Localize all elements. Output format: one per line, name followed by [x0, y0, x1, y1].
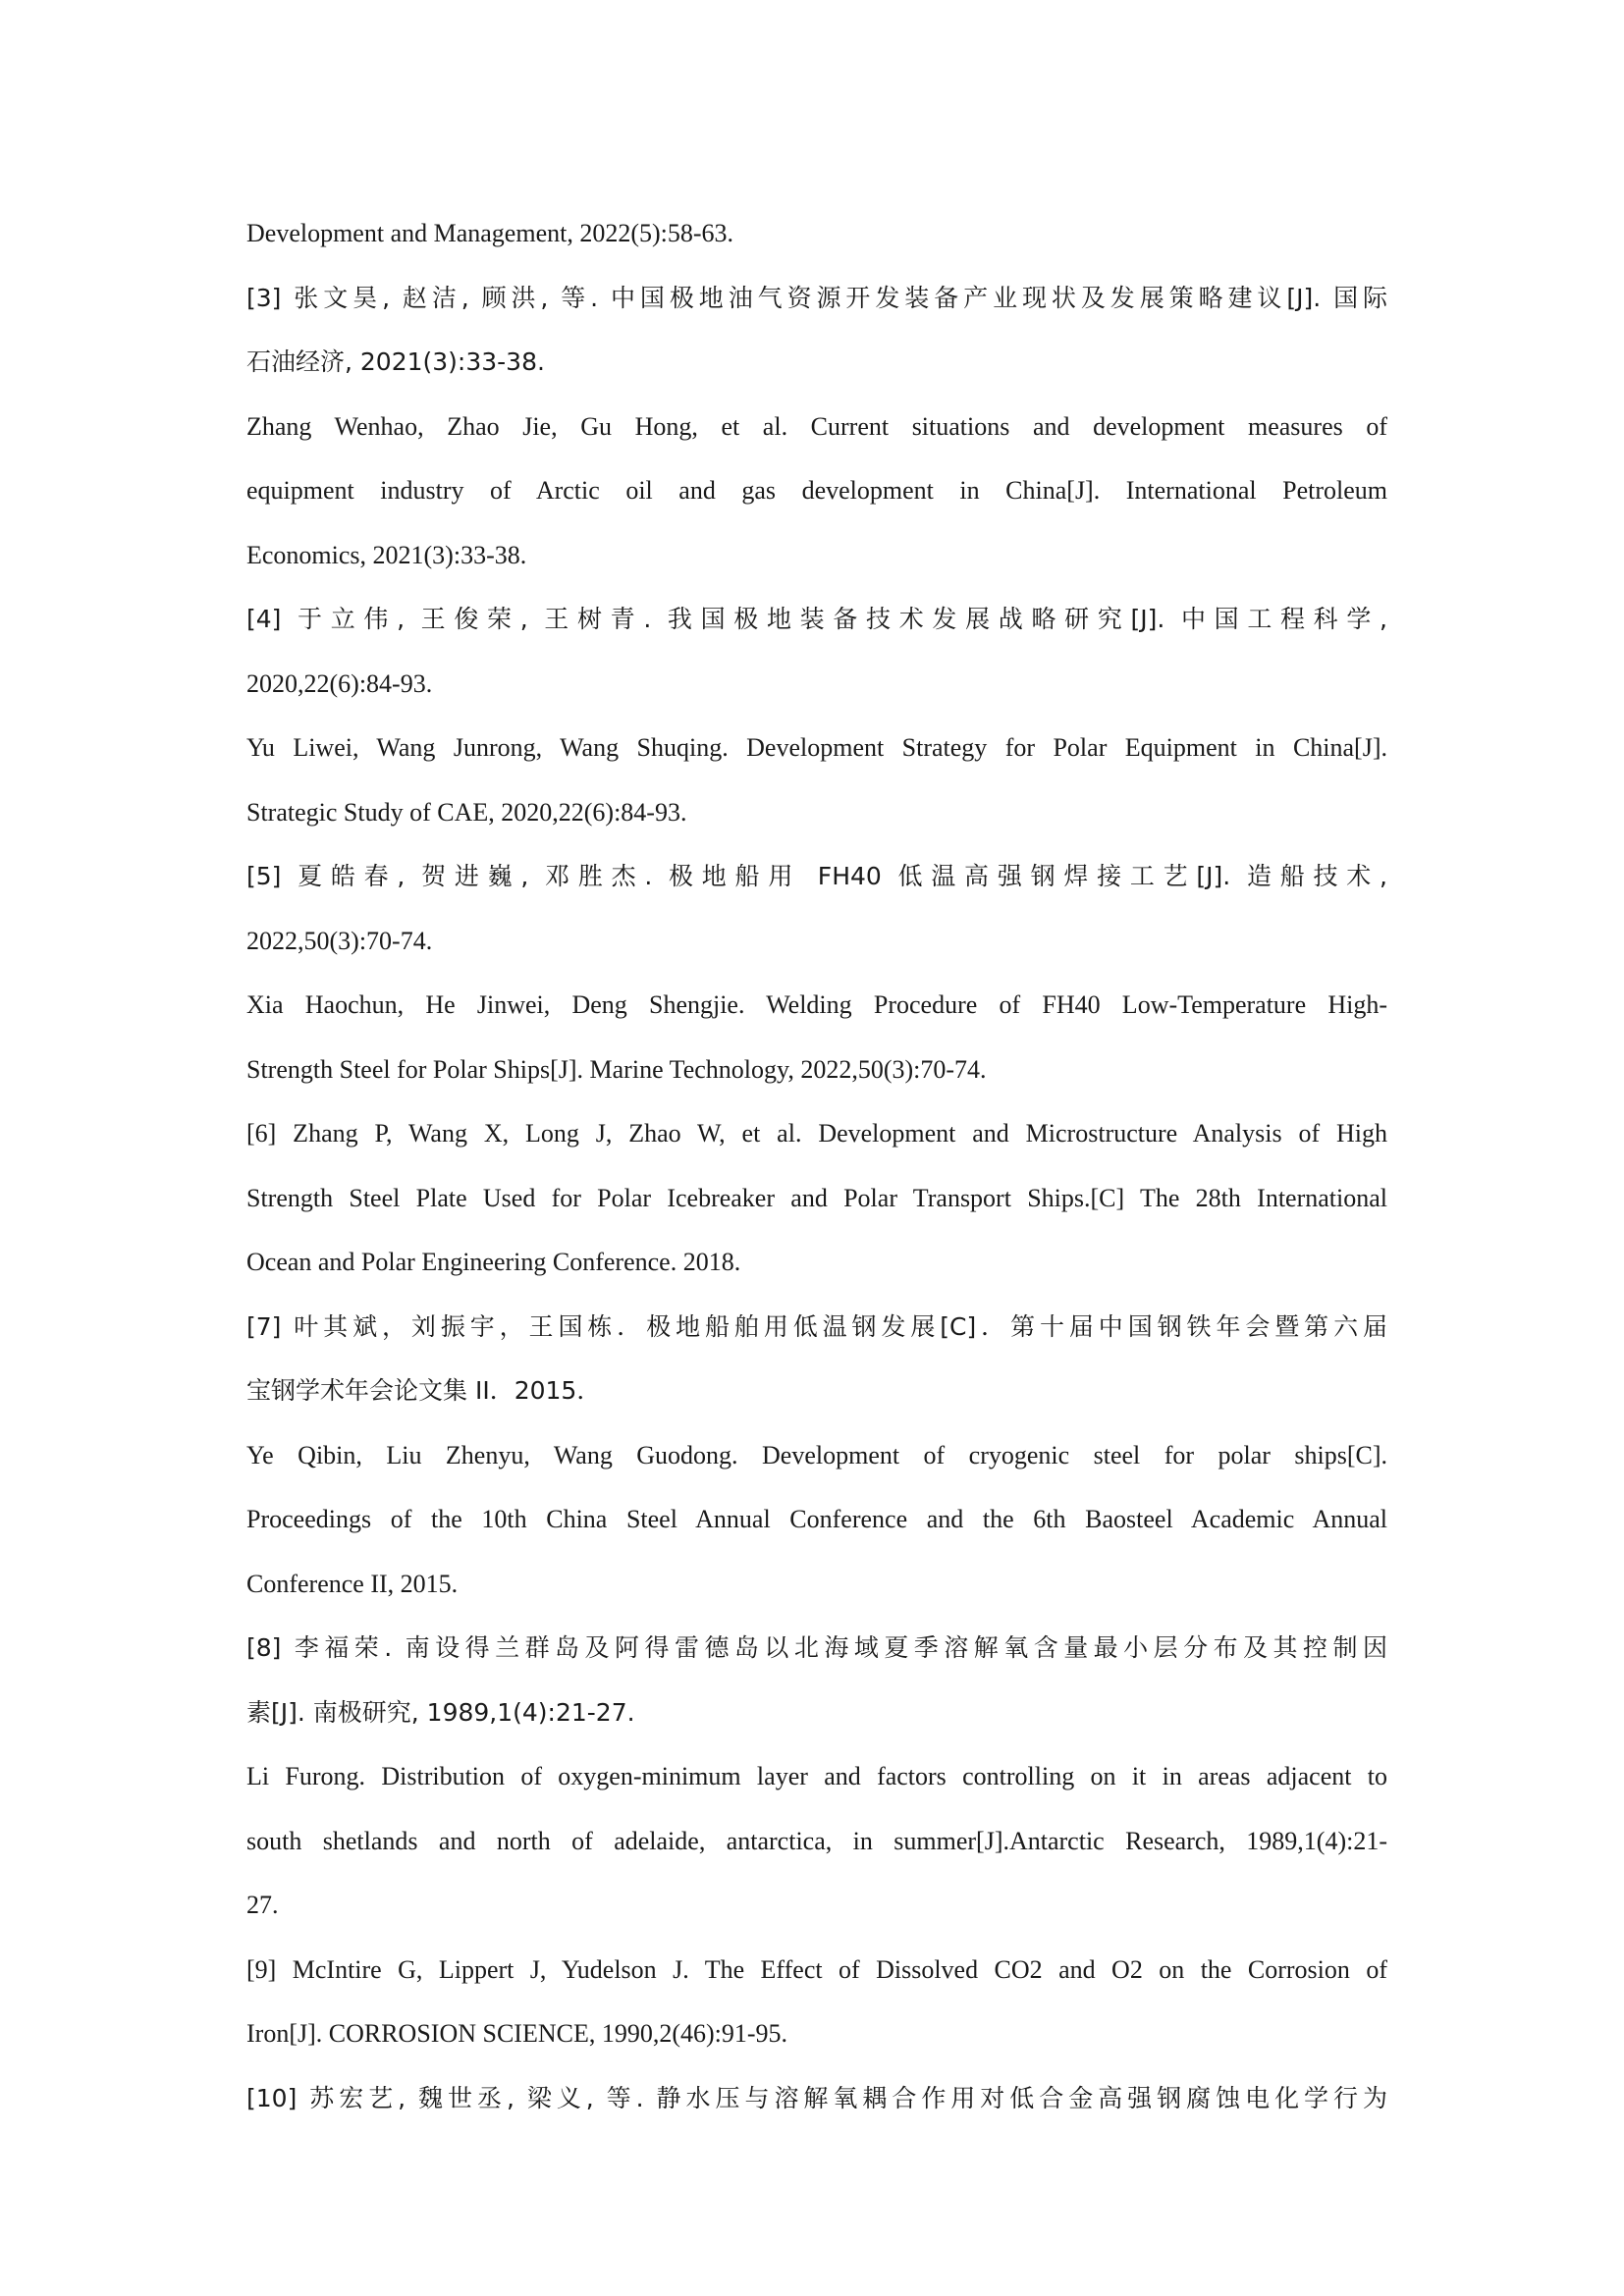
reference-line: Strength Steel for Polar Ships[J]. Marine Technology, 2022,50(3):70-74.: [246, 1054, 987, 1084]
reference-line: [5] 夏皓春, 贺进巍, 邓胜杰. 极地船用 FH40 低温高强钢焊接工艺[J]. 造船技术,: [246, 862, 1387, 890]
reference-line: Xia Haochun, He Jinwei, Deng Shengjie. Welding Procedure of FH40 Low-Temperature High-: [246, 990, 1387, 1019]
reference-line: 2020,22(6):84-93.: [246, 668, 433, 698]
reference-line: south shetlands and north of adelaide, antarctica, in summer[J].Antarctic Research, 1989,1(4):21-: [246, 1826, 1387, 1855]
reference-list: [246, 201, 1387, 2130]
reference-line: Yu Liwei, Wang Junrong, Wang Shuqing. Development Strategy for Polar Equipment in China[J].: [246, 733, 1387, 762]
reference-line: Proceedings of the 10th China Steel Annual Conference and the 6th Baosteel Academic Annual: [246, 1505, 1387, 1533]
reference-line: Zhang Wenhao, Zhao Jie, Gu Hong, et al. Current situations and development measures of: [246, 411, 1387, 441]
reference-line: [8] 李福荣. 南设得兰群岛及阿得雷德岛以北海域夏季溶解氧含量最小层分布及其控制因: [246, 1633, 1387, 1662]
reference-line: 石油经济, 2021(3):33-38.: [246, 347, 545, 376]
reference-line: Development and Management, 2022(5):58-63.: [246, 219, 734, 247]
reference-line: Strength Steel Plate Used for Polar Icebreaker and Polar Transport Ships.[C] The 28th International: [246, 1183, 1387, 1212]
reference-line: 宝钢学术年会论文集 II．2015．: [246, 1376, 602, 1405]
reference-line: [6] Zhang P, Wang X, Long J, Zhao W, et al. Development and Microstructure Analysis of High: [246, 1119, 1387, 1148]
reference-line: equipment industry of Arctic oil and gas development in China[J]. International Petroleum: [246, 476, 1387, 505]
reference-line: Ye Qibin, Liu Zhenyu, Wang Guodong. Development of cryogenic steel for polar ships[C].: [246, 1440, 1387, 1469]
reference-line: Ocean and Polar Engineering Conference. 2018.: [246, 1248, 741, 1276]
reference-line: [7] 叶其斌，刘振宇，王国栋．极地船舶用低温钢发展[C]．第十届中国钢铁年会暨第六届: [246, 1311, 1387, 1341]
reference-line: 27.: [246, 1891, 279, 1919]
reference-line: [3] 张文昊, 赵洁, 顾洪, 等. 中国极地油气资源开发装备产业现状及发展策略建议[J]. 国际: [246, 283, 1387, 312]
reference-line: 2022,50(3):70-74.: [246, 926, 433, 955]
reference-line: Li Furong. Distribution of oxygen-minimum layer and factors controlling on it in areas adjacent to: [246, 1762, 1387, 1790]
reference-line: Strategic Study of CAE, 2020,22(6):84-93.: [246, 797, 687, 827]
reference-line: Economics, 2021(3):33-38.: [246, 540, 527, 569]
reference-line: [9] McIntire G, Lippert J, Yudelson J. The Effect of Dissolved CO2 and O2 on the Corrosion of: [246, 1954, 1387, 1984]
reference-line: Iron[J]. CORROSION SCIENCE, 1990,2(46):91-95.: [246, 2019, 788, 2048]
reference-line: [10] 苏宏艺, 魏世丞, 梁义, 等. 静水压与溶解氧耦合作用对低合金高强钢腐蚀电化学行为: [246, 2083, 1387, 2112]
reference-line: [4] 于立伟, 王俊荣, 王树青. 我国极地装备技术发展战略研究[J]. 中国工程科学,: [246, 605, 1387, 633]
reference-line: Conference II, 2015.: [246, 1569, 459, 1598]
reference-line: 素[J]. 南极研究, 1989,1(4):21-27.: [246, 1697, 635, 1727]
